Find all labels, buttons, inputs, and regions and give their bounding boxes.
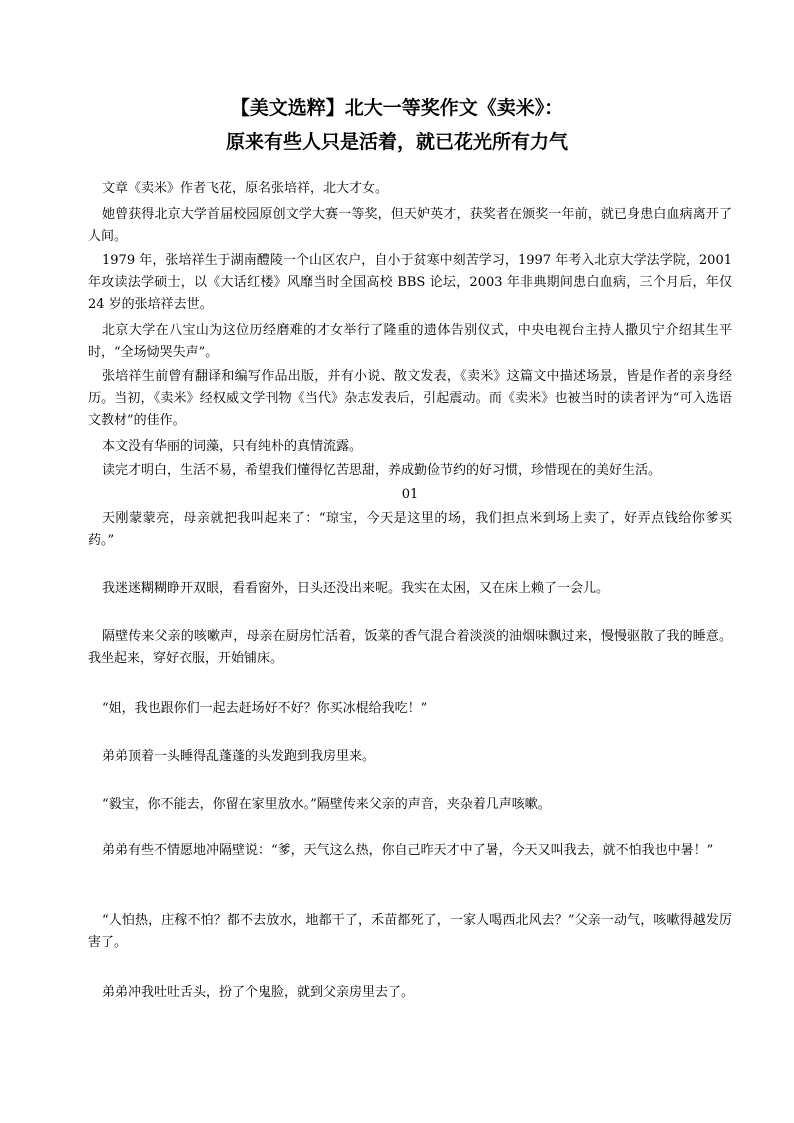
intro-paragraph: 读完才明白，生活不易，希望我们懂得忆苦思甜，养成勤俭节约的好习惯，珍惜现在的美好生活。 <box>102 463 662 478</box>
body-paragraph: “人怕热，庄稼不怕？都不去放水，地都干了，禾苗都死了，一家人喝西北风去？”父亲一动气，咳嗽得越发厉害了。 <box>88 913 732 950</box>
body-paragraph: “姐，我也跟你们一起去赶场好不好？你买冰棍给我吃！” <box>102 701 428 716</box>
intro-paragraph: 北京大学在八宝山为这位历经磨难的才女举行了隆重的遗体告别仪式，中央电视台主持人撒贝宁介绍其生平时，“全场恸哭失声”。 <box>88 323 732 360</box>
article-title-line2: 原来有些人只是活着，就已花光所有力气 <box>225 131 568 153</box>
intro-paragraph: 本文没有华丽的词藻，只有纯朴的真情流露。 <box>102 439 363 454</box>
body-paragraph: 弟弟有些不情愿地冲隔壁说：“爹，天气这么热，你自己昨天才中了暑，今天又叫我去，就不怕我也中暑！” <box>102 843 714 858</box>
intro-paragraph: 1979 年，张培祥生于湖南醴陵一个山区农户，自小于贫寒中刻苦学习，1997 年考入北京大学法学院，2001 年攻读法学硕士，以《大话红楼》风靡当时全国高校 BBS 论坛，2003 年非典期间患白血病，三个月后，年仅 24 岁的张培祥去世。 <box>88 253 732 312</box>
body-paragraph: 我迷迷糊糊睁开双眼，看看窗外，日头还没出来呢。我实在太困，又在床上赖了一会儿。 <box>102 581 610 596</box>
intro-paragraph: 文章《卖米》作者飞花，原名张培祥，北大才女。 <box>102 181 389 196</box>
body-paragraph: 弟弟冲我吐吐舌头，扮了个鬼脸，就到父亲房里去了。 <box>102 985 415 1000</box>
body-paragraph: 隔壁传来父亲的咳嗽声，母亲在厨房忙活着，饭菜的香气混合着淡淡的油烟味飘过来，慢慢驱散了我的睡意。我坐起来，穿好衣服，开始铺床。 <box>88 629 732 666</box>
body-paragraph: 弟弟顶着一头睡得乱蓬蓬的头发跑到我房里来。 <box>102 749 376 764</box>
article-title-line1: 【美文选粹】北大一等奖作文《卖米》： <box>230 97 564 119</box>
intro-paragraph: 张培祥生前曾有翻译和编写作品出版，并有小说、散文发表，《卖米》这篇文中描述场景，皆是作者的亲身经历。当初，《卖米》经权威文学刊物《当代》杂志发表后，引起震动。而《卖米》也被当时的读者评为“可入选语文教材”的佳作。 <box>88 369 732 428</box>
body-paragraph: “毅宝，你不能去，你留在家里放水。”隔壁传来父亲的声音，夹杂着几声咳嗽。 <box>102 797 551 812</box>
body-paragraph: 天刚蒙蒙亮，母亲就把我叫起来了：“琼宝，今天是这里的场，我们担点米到场上卖了，好弄点钱给你爹买药。” <box>88 511 732 548</box>
intro-paragraph: 她曾获得北京大学首届校园原创文学大赛一等奖，但天妒英才，获奖者在颁奖一年前，就已身患白血病离开了人间。 <box>88 207 732 244</box>
section-number: 01 <box>401 487 419 502</box>
